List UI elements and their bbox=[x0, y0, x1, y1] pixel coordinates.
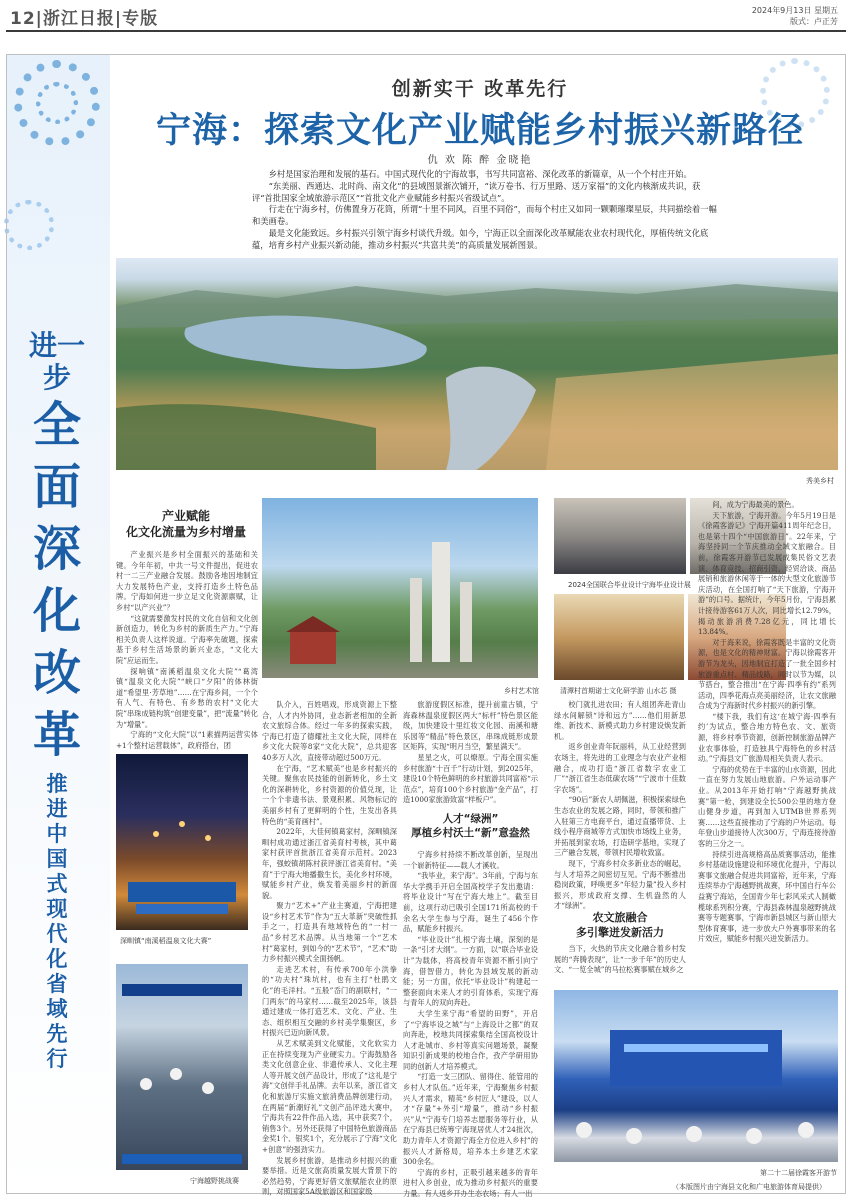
marathon-photo-caption: 宁海越野挑战赛 bbox=[190, 1177, 239, 1185]
issue-date-box bbox=[752, 5, 838, 27]
body-paragraph: 天下旅游，宁海开游。今年5月19日是《徐霞客游记》宁海开篇411周年纪念日，也是第十四个“中国旅游日”。22年来，宁海坚持同一个节庆推动全域文旅融合。目前，徐霞客开游节已发展成集民俗文艺表演、体育竞技、招商引资、经贸洽谈、商品展销和旅游休闲等于一体的大型文化旅游节庆活动，在全国打响了“天下旅游，宁海开游”的口号。据统计，今年5月份，宁海县累计接待游客61万人次，同比增长12.79%，揭动旅游消费7.28亿元，同比增长13.84%。 bbox=[698, 510, 836, 637]
slogan-tail-char: 先 bbox=[46, 1022, 68, 1046]
body-paragraph: “毕业设计”扎根宁海土壤，深刻的是一条“引才大纲”。一方面，以“联合毕业设计”为载体，将高校青年资源不断引向宁海，借智借力，转化为县域发展的新动能；另一方面，依托“毕业设计”构建起一整套面向未来人才的引育体系，实现宁海与青年人的双向奔赴。 bbox=[403, 934, 538, 1008]
slogan-tail-char: 进 bbox=[46, 797, 68, 821]
body-paragraph: 队介入，百姓唱戏，形成资源上下整合，人才内外协同，业态新老相加的全新农文旅综合体。经过一年多的探索实践，宁海已打造了德耀社主文化大院，同样在乡文化大院等8家“文化大院”，总共迎客40多万人次，直接带动超过500万元。 bbox=[262, 700, 397, 762]
lead-paragraph: “东美丽、西通达、北时尚、南文化”的县域图景渐次铺开，“读万卷书、行万里路、送万家福”的文化内核渐成共识，获评“首批国家全域旅游示范区”“首批文化产业赋能乡村振兴省级试点”。 bbox=[252, 180, 701, 203]
slogan-tail-char: 行 bbox=[46, 1047, 68, 1071]
body-paragraph: 现下，宁海乡村众多新业态的崛起，与人才培养之间密切互见。宁海不断推出稳岗政策，呼唤更多“年轻力量”投入乡村振兴，形成政府支撑、生机盎然的人才“绿洲”。 bbox=[554, 858, 686, 911]
slogan-tail-char: 中 bbox=[46, 822, 68, 846]
graduation-show-photo bbox=[554, 498, 686, 574]
body-paragraph: 产业振兴是乡村全面振兴的基础和关键。今年年初，中共一号文件提出，促进农村一二三产业融合发展。鼓励各地因地制宜大力发展特色产业，支持打造乡土特色品牌。宁海如何进一步立足文化资源禀赋，让乡村“以产兴业”？ bbox=[116, 550, 258, 612]
study-tour-photo bbox=[554, 594, 684, 680]
slogan-tail-char: 代 bbox=[46, 922, 68, 946]
layout-editor: 版式：卢正芳 bbox=[790, 17, 838, 26]
section-heading-line: 多引擎迸发新活力 bbox=[576, 926, 664, 939]
text-column-5 bbox=[698, 500, 836, 984]
body-paragraph: 旅游度假区标准，提升前童古镇，宁海森林温泉度假区两大“标杆”特色景区能级，加快建设十里红妆文化园、南溪和塘乐园等“精品”特色景区，串珠成链形成景区矩阵，实现“明月当空，繁星满天”。 bbox=[403, 700, 538, 752]
body-paragraph: 从艺术赋美到文化赋能，文化软实力正在持续变现为产业硬实力。宁海鼓励各类文化创意企业、非遗传承人、文化主理人等开展文创产品设计，形成了“这礼是宁海”文创伴手礼品牌。去年以来，浙江省文化和旅游厅实施文旅消费品牌创建行动，在两届“新潮好礼”文创产品评选大赛中，宁海共有22件作品入选，其中获奖7个，销售3个。另外还获得了中国特色旅游商品金奖1个、银奖1个，充分展示了宁海“文化+创意”的强劲实力。 bbox=[262, 1039, 398, 1154]
slogan-small: 进一步 bbox=[28, 329, 85, 394]
section-heading-line: 化文化流量为乡村增量 bbox=[125, 525, 246, 539]
festival-photo bbox=[116, 754, 248, 930]
slogan-tail-char: 国 bbox=[46, 847, 68, 871]
body-paragraph: 大学生来宁海“希望的田野”，开启了“宁海毕设之城”与“上海设计之都”的双向奔赴，校地共同探索集结全国高校设计人才赴城市、乡村等真实问题场景，凝聚知识引新成果的校地合作，孜产学研用协同的创新人才培养模式。 bbox=[403, 1008, 538, 1071]
issue-date: 2024年9月13日 星期五 bbox=[751, 6, 838, 15]
slogan-tail-char: 现 bbox=[46, 897, 68, 921]
ceremony-photo-caption: 第二十二届徐霞客开游节 bbox=[760, 1169, 837, 1177]
body-paragraph: 宁海的“文化大院”以“1素描两运营实体+1个整村运营载体”，政府搭台，团 bbox=[116, 730, 258, 750]
article-lead bbox=[252, 169, 720, 252]
body-paragraph: 返乡创业青年阮丽科，从工业经营到农场主，将先进的工业理念与农业产业相融合，成功打造“浙江省数字农业工厂”“浙江省生态低碳农场”“宁波市十佳数字农场”。 bbox=[554, 742, 686, 794]
body-paragraph: 对于海来说，徐霞客既是丰富的文化资源，也是文化的精神财富。宁海以徐霞客开游节为龙头，因地制宜打造了一批全国乡村旅游重点村、精品线路，同时以节为媒，以节搭台，整合推出“在宁海·四季有约”系列活动，四季花海点亮美丽经济，让农文旅融合成为宁海新时代乡村振兴的新引擎。 bbox=[698, 637, 836, 711]
text-column-4-bottom bbox=[554, 944, 686, 986]
festival-photo-caption: 深甽镇“南溪稻温泉文化大赛” bbox=[120, 937, 212, 945]
slogan-big-char: 改 bbox=[32, 645, 81, 701]
monument-photo-caption: 乡村艺术馆 bbox=[504, 687, 539, 695]
body-paragraph: “我毕业，来宁海”。3年前，宁海与东华大学携手开启全国高校学子发出邀请：将毕业设计“写在宁海大地上”。截至目前，这项行动已吸引全国171所高校的千余名大学生参与宁海，诞生了456个作品，赋能乡村振兴。 bbox=[403, 871, 538, 934]
monument-photo bbox=[262, 498, 538, 678]
text-column-3-bottom bbox=[403, 850, 538, 1198]
slogan-big-char: 深 bbox=[32, 521, 81, 577]
graduation-show-caption: 2024全国联合毕业设计宁海毕业设计展 bbox=[568, 581, 691, 589]
article-kicker: 创新实干 改革先行 bbox=[391, 78, 569, 100]
article-headline: 宁海：探索文化产业赋能乡村振兴新路径 bbox=[155, 111, 804, 151]
section-heading-industry bbox=[116, 508, 256, 540]
lead-paragraph: 最是文化能致远。乡村振兴引领宁海乡村谈代升级。如今，宁海正以全面深化改革赋能农业农村现代化，厚植传统文化底蕴，培育乡村产业振兴新动能，推动乡村振兴“共富共美”的高质量发展新图景。 bbox=[252, 227, 709, 250]
marathon-photo bbox=[116, 964, 248, 1170]
body-paragraph: 探响镇“南溪稻温泉文化大院”“葛湾镇“温泉文化大院”“峡口“夕阳”的体林街道“希望里·芳草地”……在宁海乡间，一个个有人气、有特色、有乡愁的农村“文化大院”串珠成链构筑“创建变量”，把“流量”转化为“增量”。 bbox=[116, 666, 258, 729]
text-column-4 bbox=[554, 700, 686, 911]
text-column-1 bbox=[116, 550, 258, 750]
section-heading-talent bbox=[403, 812, 538, 840]
body-paragraph: 走进艺术村，有传承700年小洪拳的“功夫村”珠坑村，也有主打“杜鹃文化”的毛洋村。“五般”岙门的副联村，“一门两东”的马家村……截至2025年，该县通过建成一体打造艺术、文化、产业、生态、组织相互交融的乡村美学集聚区，乡村振兴已迈向新风景。 bbox=[262, 964, 397, 1038]
text-column-3-top bbox=[403, 700, 538, 805]
body-paragraph: 发展乡村旅游，是推动乡村振兴的重要举措。近是文旅高质量发展大背景下的必然趋势，宁海更好借文旅赋能农业的原则，对照国家5A级旅游区和国家级 bbox=[262, 1155, 397, 1197]
newspaper-masthead: 12|浙江日报|专版 bbox=[10, 9, 159, 29]
aerial-photo-caption: 秀美乡村 bbox=[806, 477, 834, 485]
text-column-2 bbox=[262, 700, 398, 1197]
body-paragraph: 宁海乡村持续不断改革创新，呈现出一个崭新特征——载人才溪收。 bbox=[403, 850, 538, 870]
lead-paragraph: 行走在宁海乡村，仿佛置身万花筒，所谓“十里不同风，百里不同俗”，而每个村庄又如同一颗颗璀璨星辰，共同描绘着一幅和美画卷。 bbox=[252, 204, 717, 227]
slogan-tail-char: 域 bbox=[46, 997, 68, 1021]
body-paragraph: “90后”新农人胡佩滋，积极探索绿色生态农业的发展之路，同时，带领和推广入驻第三方电商平台，通过直播带货、上线小程序商城等方式加快市场线上业务，并拓展到家农场，打造研学基地，实现了三产融合发展，带领村民增收致富。 bbox=[554, 795, 686, 858]
slogan-big-char: 全 bbox=[32, 397, 81, 453]
header-rule bbox=[6, 30, 846, 32]
body-paragraph: 宁海的乡村，正吸引越来越多的青年进村入乡创业，成为推动乡村振兴的重要力量。有人返乡开办生态农场；有人一出 bbox=[403, 1167, 538, 1198]
body-paragraph: 2022年，大佳何镇葛家村，深甽镇深甽村成功通过浙江省美育村考核，其中葛家村获评首批浙江省美育示范村。2023年，强蛟镇胡陈村获评浙江省美育村。“美育”于宁海大地播撒生长，美化乡村环境，赋能乡村产业，焕发着美丽乡村的新面貌。 bbox=[262, 827, 397, 900]
section-heading-line: 产业赋能 bbox=[161, 509, 210, 523]
slogan-big-char: 面 bbox=[32, 459, 81, 515]
section-heading-line: 厚植乡村沃土“新”意盎然 bbox=[411, 827, 530, 839]
study-tour-caption: 清潭村首期诺士文化研学游 山水芯 摄 bbox=[560, 687, 677, 695]
body-paragraph: 聚力“艺术+”产业主赛道，宁海把建设“乡村艺术节”作为“五大革新”突破性抓手之一，打造具有地域特色的“一村一品”乡村艺术品牌。从当地第一个“艺术村”葛家村，到如今的“艺术节”，“艺术”助力乡村振兴模式全面扬帆。 bbox=[262, 901, 397, 964]
article-byline: 仇 欢 陈 醉 金晓艳 bbox=[427, 155, 533, 166]
body-paragraph: 在宁海，“艺术赋美”也是乡村振兴的关键。聚焦农民技能的创新转化，乡土文化的深耕转化，乡村资源的价值兑现，让一个个非遗书法、景观积累、风物标记的美丽乡村有了更鲜明的个性，生发出各具特色的“美育画村”。 bbox=[262, 763, 397, 826]
body-paragraph: “这就需要激发村民的文化自信和文化创新创造力，转化为乡村的新质生产力。”宁海相关负责人这样说道。宁海率先破题，探索基于乡村生活场景的新兴业态，“文化大院”应运而生。 bbox=[116, 613, 258, 665]
body-paragraph: 当下，火热的节庆文化融合着乡村发展的“奔腾表现”，让“一步千年”的历史人文、“一览全城”的马拉松赛事赋在城乡之 bbox=[554, 944, 686, 975]
aerial-village-photo bbox=[116, 258, 838, 470]
section-heading-tourism bbox=[554, 910, 686, 940]
slogan-tail-char: 化 bbox=[46, 947, 68, 971]
body-paragraph: 间，成为宁海最美的景色。 bbox=[712, 500, 799, 509]
slogan-big-char: 革 bbox=[32, 707, 81, 763]
body-paragraph: 校门就扎进农田；有人组团奔赴青山绿水间解锁“诗和远方”……他们用新思维、新技术、新模式助力乡村建设焕发新机。 bbox=[554, 700, 686, 741]
lead-paragraph: 乡村是国家治理和发展的基石。中国式现代化的宁海故事，书写共同富裕、深化改革的新篇章，从一个个村庄开始。 bbox=[268, 169, 692, 179]
photo-credit: （本版图片由宁海县文化和广电旅游体育局提供） bbox=[672, 1183, 826, 1191]
slogan-tail-char: 推 bbox=[46, 772, 68, 796]
body-paragraph: 持续引进高规格高品质赛事活动，能推乡村基础设施建设和环境优化提升，宁海以赛事文旅融合促进共同富裕，近年来，宁海连续举办宁海越野挑战赛，环中国自行车公益赛宁海站，全国青少年七彩风采式人制橄榄球系列积分赛，宁海县森林温泉越野挑战赛等专题赛事，宁海市新县城区与新山原大型体育赛事，进一步放大户外赛事带来的名片效应，赋能乡村振兴迸发新活力。 bbox=[698, 849, 836, 944]
section-heading-line: 农文旅融合 bbox=[592, 911, 648, 924]
ceremony-photo bbox=[554, 990, 838, 1162]
body-paragraph: “打造一支三团队、留得住、能管用的乡村人才队伍。”近年来，宁海聚焦乡村振兴人才需求，精英“乡村匠人”建设，以人才“存量”+外引“增量”，推动“乡村振兴”从“宁海专门培养志愿服务等行业，从在宁海县已统筹宁海现居优人才24批次，助力青年人才资源宁海全方位进入乡村”的振兴人才新格局，培养本土乡建艺术家300余名。 bbox=[403, 1072, 538, 1167]
section-heading-line: 人才“绿洲” bbox=[442, 813, 499, 825]
slogan-tail-char: 式 bbox=[46, 872, 68, 896]
slogan-big-char: 化 bbox=[32, 583, 81, 639]
body-paragraph: 星星之火，可以燎原。宁海全面实施乡村旅游“十百千”行动计划，到2025年，建设10个特色鲜明的乡村旅游共同富裕“示范点”，培育100个乡村旅游“金产品”，打造1000家旅游致富“样板户”。 bbox=[403, 752, 539, 805]
body-paragraph: “楼下我，我们有这‘在城宁海·四季有约’为试点，整合地方特色农、文、旅资源，将乡村季节资源，创新控制旅游品牌产业农事体验，打造独具宁海特色的乡村活动。”宁海县文广旅游局相关负责人表示。 bbox=[698, 711, 836, 764]
slogan-tail-char: 省 bbox=[46, 972, 68, 996]
body-paragraph: 宁海的优势在于丰富的山水资源，因此一直在努力发展山地旅游。户外运动事产业。从2013年开始打响“宁海越野挑战赛”第一枪，到建设全长500公里的地方登山健身步道，再到加入UTMB世界系列赛……这些直接推动了宁海的户外运动。每年登山步道接待人次300万，宁海连接待游客的三分之一。 bbox=[698, 764, 836, 848]
